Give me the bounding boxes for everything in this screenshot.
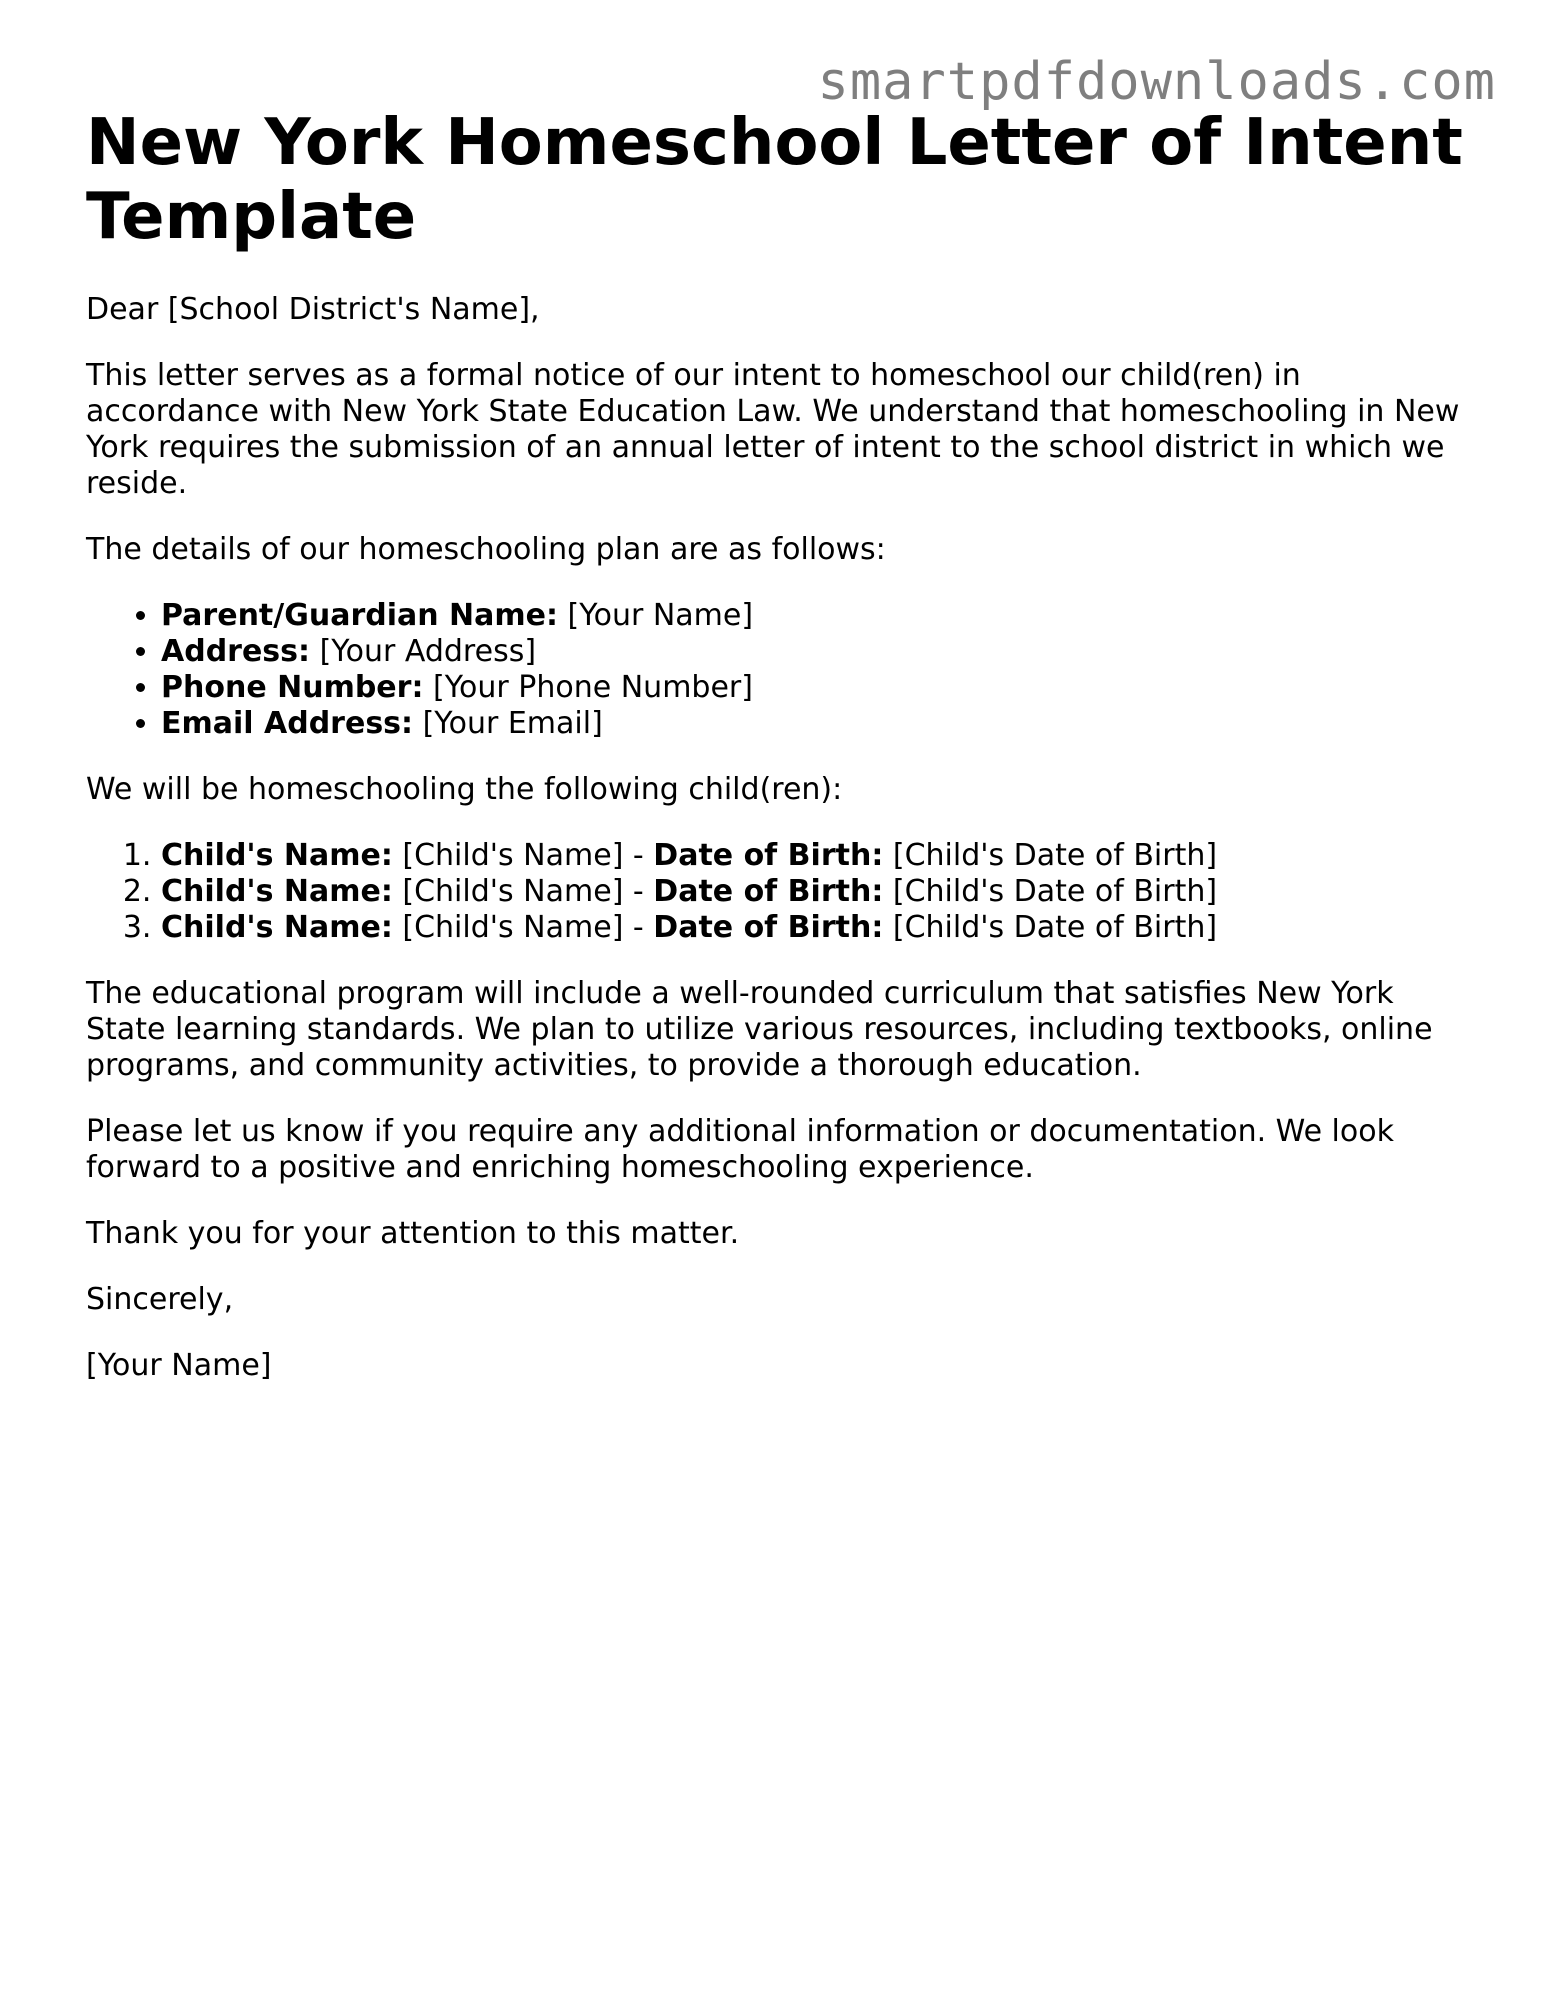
child-name-value: [Child's Name] - (392, 910, 654, 945)
detail-label: Phone Number: (161, 670, 424, 705)
details-list (86, 598, 1466, 742)
details-intro: The details of our homeschooling plan are as follows: (86, 532, 886, 567)
child-name-value: [Child's Name] - (392, 874, 654, 909)
page-title: New York Homeschool Letter of Intent Template (86, 106, 1463, 254)
salutation: Dear [School District's Name], (86, 292, 540, 327)
child-name-value: [Child's Name] - (392, 838, 654, 873)
thanks-paragraph: Thank you for your attention to this matter. (86, 1216, 740, 1251)
children-intro: We will be homeschooling the following child(ren): (86, 772, 843, 807)
child-dob-label: Date of Birth: (653, 874, 884, 909)
signoff: Sincerely, (86, 1282, 234, 1317)
child-name-label: Child's Name: (161, 838, 393, 873)
detail-item-parent (161, 598, 1466, 634)
detail-label: Address: (161, 634, 311, 669)
child-dob-value: [Child's Date of Birth] (883, 910, 1218, 945)
detail-value: [Your Address] (310, 634, 537, 669)
child-item (161, 874, 1466, 910)
child-item (161, 838, 1466, 874)
detail-value: [Your Email] (413, 706, 603, 741)
detail-item-phone (161, 670, 1466, 706)
detail-label: Email Address: (161, 706, 414, 741)
child-dob-value: [Child's Date of Birth] (883, 874, 1218, 909)
intro-paragraph: This letter serves as a formal notice of our intent to homeschool our child(ren) in accordance with New York State Education Law. We understand that homeschooling in New York requires the submission of an annual letter of intent to the school district in which we reside. (86, 358, 1460, 501)
program-paragraph: The educational program will include a well-rounded curriculum that satisfies New York State learning standards. We plan to utilize various resources, including textbooks, online programs, and community activities, to provide a thorough education. (86, 976, 1433, 1083)
letter-body (86, 106, 1466, 1384)
child-item (161, 910, 1466, 946)
watermark: smartpdfdownloads.com (817, 52, 1496, 112)
detail-value: [Your Phone Number] (423, 670, 753, 705)
child-dob-label: Date of Birth: (653, 910, 884, 945)
detail-label: Parent/Guardian Name: (161, 598, 559, 633)
child-dob-value: [Child's Date of Birth] (883, 838, 1218, 873)
signature: [Your Name] (86, 1348, 272, 1383)
detail-item-address (161, 634, 1466, 670)
child-name-label: Child's Name: (161, 910, 393, 945)
detail-value: [Your Name] (558, 598, 754, 633)
closing-request-paragraph: Please let us know if you require any additional information or documentation. We look forward to a positive and enriching homeschooling experience. (86, 1114, 1394, 1185)
child-name-label: Child's Name: (161, 874, 393, 909)
detail-item-email (161, 706, 1466, 742)
child-dob-label: Date of Birth: (653, 838, 884, 873)
children-list (86, 838, 1466, 946)
